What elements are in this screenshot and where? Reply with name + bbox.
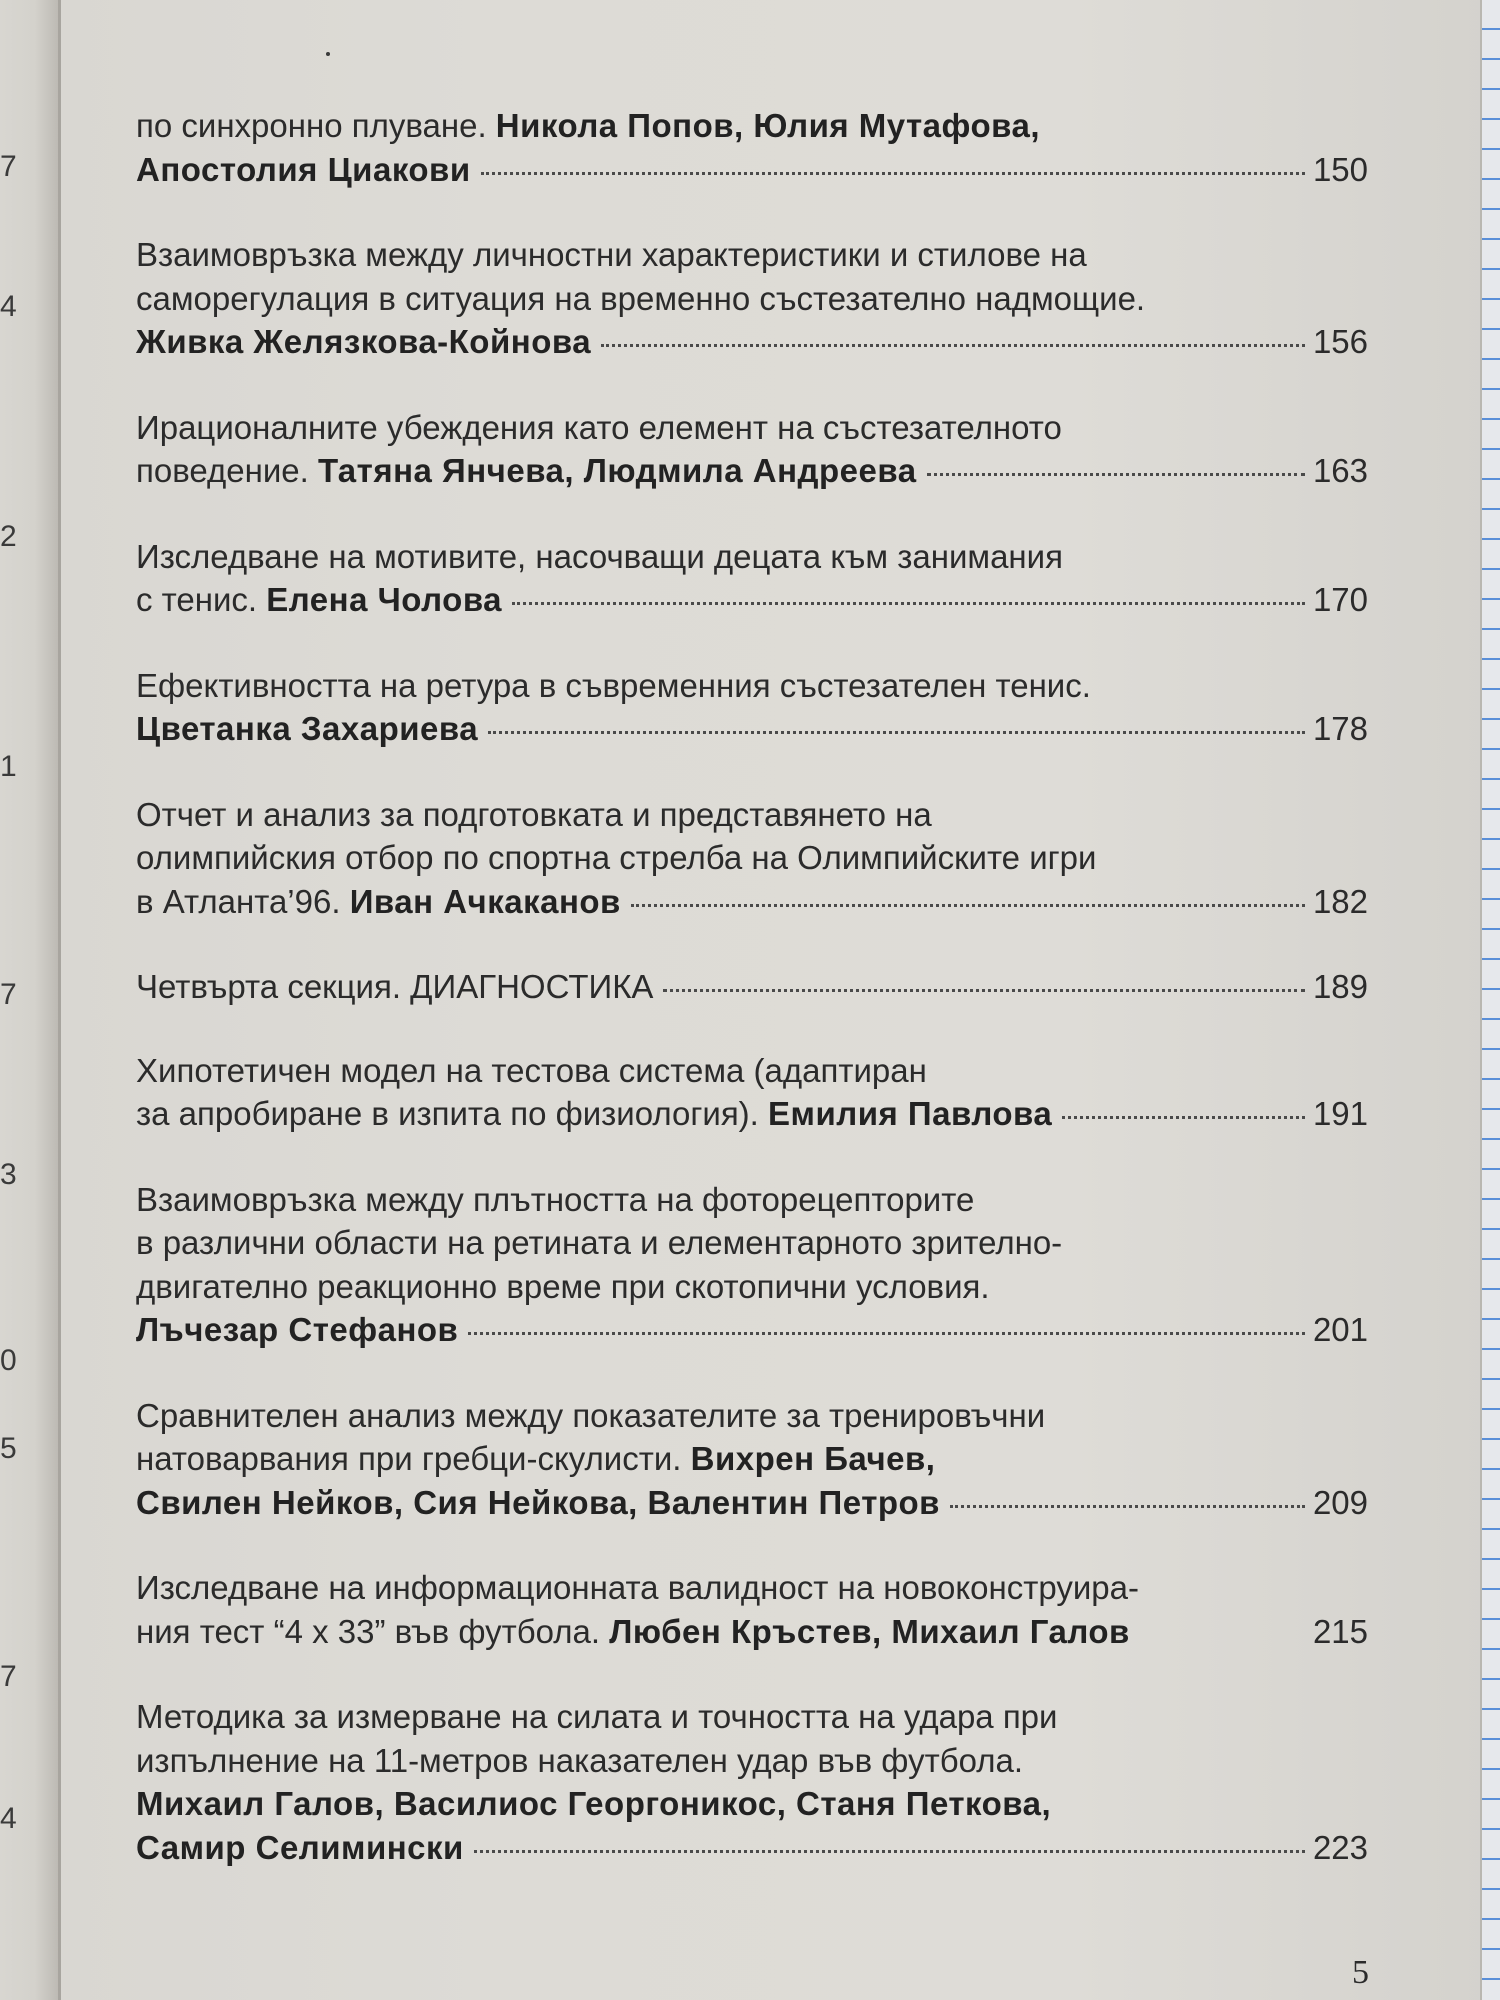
- dot-leader: [488, 731, 1305, 734]
- toc-entry: [136, 664, 1368, 751]
- entry-last-line: [136, 1481, 1368, 1525]
- toc-entry: [136, 1695, 1368, 1869]
- left-page-number: 2: [0, 520, 17, 553]
- toc-section-heading: [136, 965, 1368, 1009]
- left-page-number: 4: [0, 1802, 17, 1835]
- toc-entry: [136, 1049, 1368, 1136]
- left-page-number: 0: [0, 1344, 17, 1377]
- dot-leader: [663, 989, 1304, 992]
- entry-authors: Лъчезар Стефанов: [136, 1311, 459, 1348]
- entry-authors: Татяна Янчева, Людмила Андреева: [317, 452, 917, 489]
- entry-page-number: 150: [1312, 150, 1368, 188]
- dot-leader: [601, 344, 1305, 347]
- entry-line: изпълнение на 11-метров наказателен удар във футбола.: [136, 1741, 1024, 1779]
- toc-entry: [136, 793, 1368, 924]
- left-page-number: 5: [0, 1432, 17, 1465]
- entry-page-number: 223: [1312, 1828, 1368, 1866]
- entry-line: олимпийския отбор по спортна стрелба на Олимпийските игри: [136, 839, 1097, 876]
- toc-entry: [136, 233, 1368, 364]
- entry-page-number: 201: [1312, 1311, 1368, 1348]
- entry-line: Михаил Галов, Василиос Георгоникос, Станя Петкова,: [136, 1785, 1052, 1822]
- entry-line: саморегулация в ситуация на временно състезателно надмощие.: [136, 279, 1146, 317]
- entry-page-number: 156: [1312, 323, 1368, 360]
- entry-page-number: 182: [1312, 882, 1368, 920]
- entry-last-line: [136, 1308, 1368, 1352]
- entry-page-number: 215: [1312, 1612, 1368, 1650]
- entry-last-line: ния тест “4 x 33” във футбола. Любен Кръстев, Михаил Галов 215: [136, 1610, 1368, 1654]
- entry-line: Отчет и анализ за подготовката и представянето на: [136, 795, 932, 833]
- left-page-number: 3: [0, 1158, 17, 1191]
- dot-leader: [927, 473, 1305, 476]
- entry-page-number: 209: [1312, 1483, 1368, 1521]
- dot-leader: [1136, 1634, 1307, 1637]
- entry-line: Взаимовръзка между плътността на фоторецепторите: [136, 1180, 975, 1218]
- entry-line: Взаимовръзка между личностни характеристики и стилове на: [136, 236, 1087, 273]
- entry-last-line: [136, 707, 1368, 751]
- entry-last-line: за апробиране в изпита по физиология). Емилия Павлова 191: [136, 1092, 1368, 1136]
- table-of-contents: [136, 104, 1368, 1911]
- entry-line: двигателно реакционно време при скотопични условия.: [136, 1267, 990, 1305]
- left-page-number: 1: [0, 750, 17, 783]
- entry-authors: Емилия Павлова: [768, 1095, 1053, 1132]
- right-notebook-edge: [1480, 0, 1500, 2000]
- entry-last-line: [136, 1826, 1368, 1870]
- entry-last-line: [136, 320, 1368, 364]
- entry-last-line: поведение. Татяна Янчева, Людмила Андреева 163: [136, 449, 1368, 493]
- entry-line: Сравнителен анализ между показателите за тренировъчни: [136, 1396, 1046, 1434]
- toc-entry: [136, 104, 1368, 191]
- entry-authors: Апостолия Циакови: [136, 150, 471, 188]
- entry-line: Ирационалните убеждения като елемент на състезателното: [136, 408, 1062, 446]
- entry-line: Изследване на информационната валидност на новоконструира-: [136, 1569, 1139, 1606]
- page-number: 5: [1352, 1954, 1369, 1991]
- left-page-number: 7: [0, 150, 17, 183]
- toc-entry: [136, 1178, 1368, 1352]
- dot-leader: [481, 172, 1305, 175]
- dot-leader: [468, 1332, 1305, 1335]
- toc-entry: [136, 406, 1368, 493]
- toc-entry: [136, 1566, 1368, 1653]
- ink-speck: [326, 52, 330, 56]
- entry-last-line: [136, 148, 1368, 192]
- entry-last-line: [136, 965, 1368, 1009]
- entry-authors: Цветанка Захариева: [136, 710, 479, 747]
- section-title: Четвърта секция. ДИАГНОСТИКА: [136, 968, 654, 1005]
- toc-entry: [136, 535, 1368, 622]
- entry-page-number: 163: [1312, 452, 1368, 489]
- dot-leader: [950, 1505, 1305, 1508]
- dot-leader: [512, 602, 1305, 605]
- entry-page-number: 191: [1312, 1095, 1368, 1132]
- entry-line: в различни области на ретината и елементарното зрително-: [136, 1224, 1063, 1261]
- toc-entry: [136, 1394, 1368, 1525]
- entry-authors: Самир Селимински: [136, 1828, 464, 1866]
- entry-line: Изследване на мотивите, насочващи децата към занимания: [136, 537, 1063, 575]
- entry-page-number: 178: [1312, 710, 1368, 747]
- entry-line: Хипотетичен модел на тестова система (адаптиран: [136, 1051, 927, 1089]
- left-page-number: 4: [0, 290, 17, 323]
- entry-authors: Елена Чолова: [266, 581, 503, 618]
- entry-authors: Живка Желязкова-Койнова: [136, 323, 592, 360]
- entry-page-number: 189: [1312, 968, 1368, 1005]
- entry-last-line: в Атланта’96. Иван Ачкаканов 182: [136, 880, 1368, 924]
- dot-leader: [474, 1850, 1305, 1853]
- entry-authors: Свилен Нейков, Сия Нейкова, Валентин Петров: [136, 1483, 940, 1521]
- entry-line: натоварвания при гребци-скулисти. Вихрен Бачев,: [136, 1440, 936, 1477]
- entry-line: Методика за измерване на силата и точността на удара при: [136, 1698, 1058, 1735]
- entry-line: по синхронно плуване. Никола Попов, Юлия Мутафова,: [136, 107, 1041, 144]
- left-page-edge: [0, 0, 61, 2000]
- dot-leader: [1062, 1116, 1305, 1119]
- entry-page-number: 170: [1312, 581, 1368, 618]
- entry-line: Ефективността на ретура в съвременния състезателен тенис.: [136, 666, 1091, 704]
- entry-authors: Иван Ачкаканов: [349, 882, 621, 920]
- left-page-number: 7: [0, 978, 17, 1011]
- left-page-number: 7: [0, 1660, 17, 1693]
- dot-leader: [631, 904, 1305, 907]
- entry-authors: Любен Кръстев, Михаил Галов: [609, 1612, 1130, 1650]
- entry-last-line: с тенис. Елена Чолова 170: [136, 578, 1368, 622]
